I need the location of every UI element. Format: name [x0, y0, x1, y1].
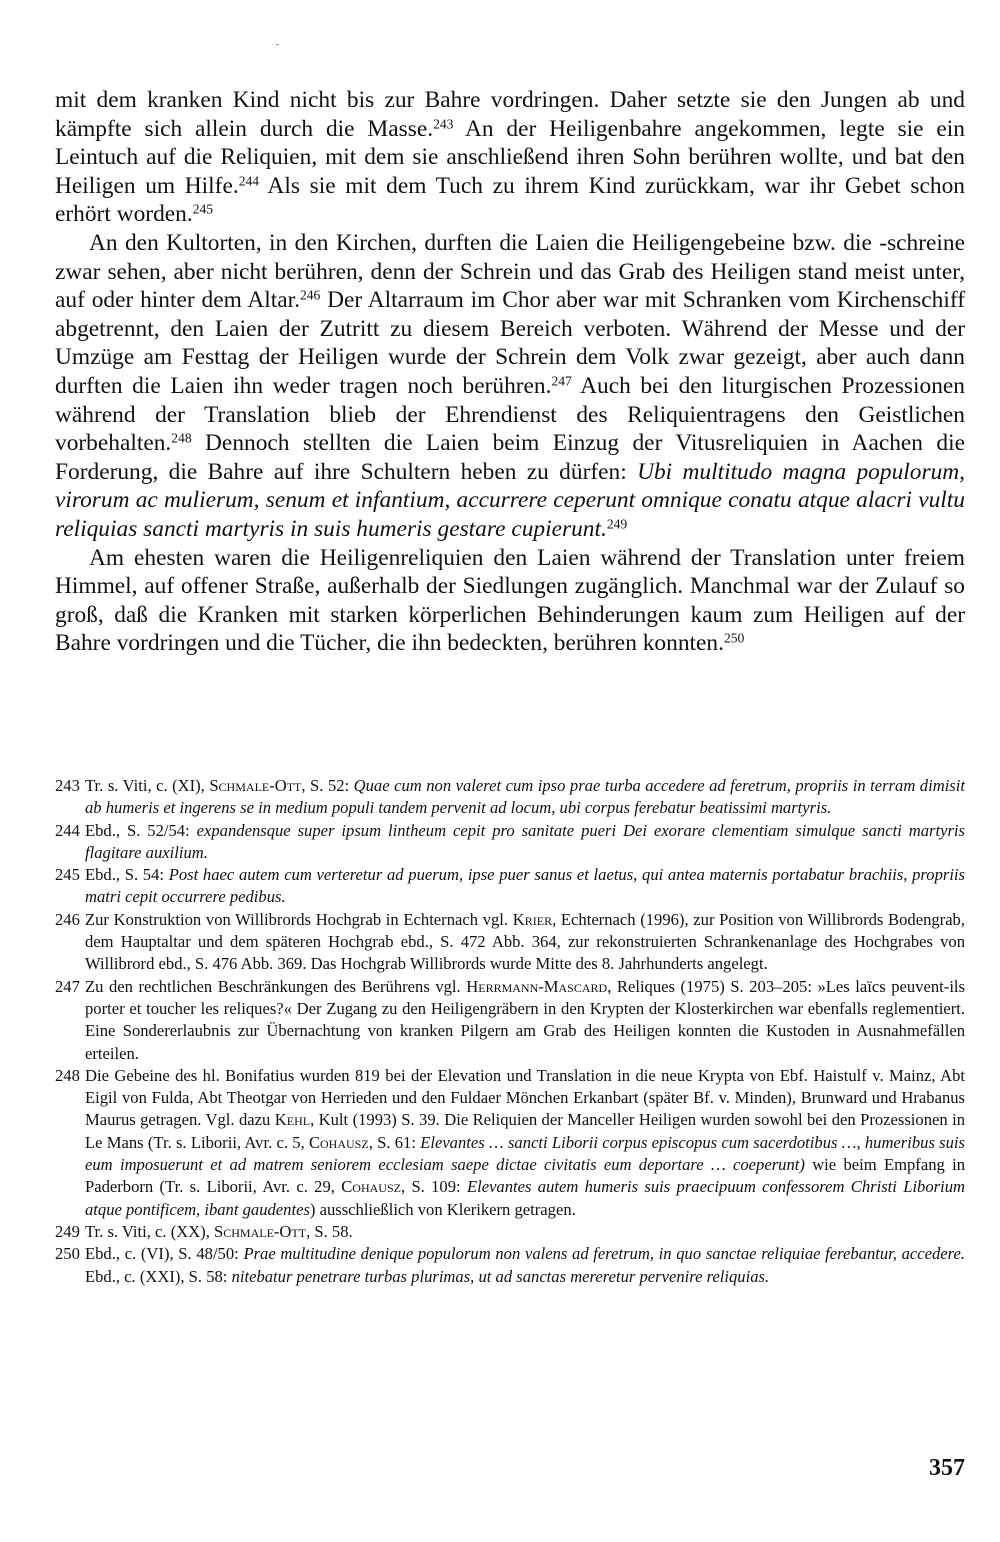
text-run: , Echternach (1996), zur Position von Willibrords Bodengrab, dem Hauptaltar und dem späteren Hochgrab ebd., S. 472 Abb. 364, zur rekonstruierten Schrankenanlage des Hochgrabes von Willibrord ebd., S. 476 Abb. 369. Das Hochgrab Willibrords wurde Mitte des 8. Jahrhunderts angelegt. — [85, 909, 965, 974]
author-name: Kehl — [274, 1110, 311, 1130]
text-run: An den Kultorten, in den Kirchen, durften die Laien die Heiligengebeine bzw. die -schreine zwar sehen, aber nicht berühren, denn der Schrein und das Grab des Heiligen stand meist unter, auf oder hinter dem Altar. — [55, 229, 965, 314]
text-run: , S. 61: — [368, 1132, 421, 1152]
footnote-text — [85, 1221, 965, 1243]
footnote-reference: 244 — [238, 173, 260, 189]
footnote-number: 250 — [55, 1244, 80, 1264]
text-run: Auch bei den liturgischen Prozessionen während der Translation blieb der Ehrendienst des Reliquientragens den Geistlichen vorbehalten. — [55, 372, 965, 457]
author-name: Krier — [512, 909, 553, 929]
footnote — [55, 775, 965, 820]
italic-quote: Quae cum non valeret cum ipso prae turba accedere ad feretrum, propriis in terram dimisit ab humeris et ingerens se in medium populi tandem pervenit ad locum, ubi corpus ferebatur beatissimi martyris. — [85, 776, 965, 818]
italic-quote: Ubi multitudo magna populorum, virorum ac mulierum, senum et infantium, accurrere ceperunt omnique conatu atque alacri vultu reliquias sancti martyris in suis humeris gestare cupierunt. — [55, 458, 965, 542]
italic-quote: Elevantes autem humeris suis praecipuum confessorem Christi Liborium atque pontificem, ibant gaudentes — [85, 1177, 965, 1219]
footnote-reference: 248 — [171, 430, 192, 446]
footnote-number: 247 — [55, 976, 80, 996]
text-run: Tr. s. Viti, c. (XI), — [85, 776, 210, 795]
footnote — [55, 1065, 965, 1221]
footnote — [55, 820, 965, 865]
italic-quote: expandensque super ipsum lintheum cepit pro sanitate pueri Dei exorare clementiam simulque sancti martyris flagitare auxilium. — [85, 820, 965, 862]
text-run: Tr. s. Viti, c. (XX), — [85, 1221, 215, 1241]
text-run: , S. 58. — [306, 1221, 353, 1241]
text-run: ) ausschließlich von Klerikern getragen. — [309, 1199, 576, 1219]
text-run: Als sie mit dem Tuch zu ihrem Kind zurückkam, war ihr Gebet schon erhört worden. — [55, 172, 965, 228]
footnote-text — [85, 1065, 965, 1221]
text-run: mit dem kranken Kind nicht bis zur Bahre vordringen. Daher setzte sie den Jungen ab und kämpfte sich allein durch die Masse. — [55, 87, 965, 142]
text-run: Der Altarraum im Chor aber war mit Schranken vom Kirchenschiff abgetrennt, den Laien der Zutritt zu diesem Bereich verboten. Während der Messe und der Umzüge am Festtag der Heiligen wurde der Schrein dem Volk zwar gezeigt, aber auch dann durften die Laien ihn weder tragen noch berühren. — [55, 287, 965, 399]
italic-quote: nitebatur penetrare turbas plurimas, ut ad sanctas mereretur pervenire reliquias. — [231, 1266, 770, 1286]
footnote-reference: 243 — [433, 116, 454, 132]
text-run: Dennoch stellten die Laien beim Einzug der Vitusreliquien in Aachen die Forderung, die Bahre auf ihre Schultern heben zu dürfen: — [55, 430, 965, 485]
text-run: An der Heiligenbahre angekommen, legte sie ein Leintuch auf die Reliquien, mit dem sie anschließend ihren Sohn berühren wollte, und bat den Heiligen um Hilfe. — [55, 115, 965, 199]
text-run: Ebd., S. 52/54: — [85, 820, 197, 840]
text-run: , S. 109: — [400, 1177, 467, 1197]
footnote — [55, 1221, 965, 1243]
text-run: Am ehesten waren die Heiligenreliquien den Laien während der Translation unter freiem Himmel, auf offener Straße, außerhalb der Siedlungen zugänglich. Manchmal war der Zulauf so groß, daß die Kranken mit starken körperlichen Behinderungen kaum zum Heiligen auf der Bahre vordringen und die Tücher, die ihn bedeckten, berühren konnten. — [55, 544, 965, 657]
footnote-number: 249 — [55, 1221, 80, 1241]
footnote-number: 246 — [55, 909, 80, 929]
footnote-reference: 250 — [723, 630, 745, 646]
footnote — [55, 1243, 965, 1288]
text-run: Die Gebeine des hl. Bonifatius wurden 819 bei der Elevation und Translation in die neue Krypta von Ebf. Haistulf v. Mainz, Abt Eigil von Fulda, Abt Theotgar von Herrieden und den Fuldaer Mönchen Erkanbart (später Bf. v. Minden), Brunward und Hrabanus Maurus getragen. Vgl. dazu — [85, 1065, 965, 1130]
text-run: , Kult (1993) S. 39. Die Reliquien der Manceller Heiligen wurden sowohl bei den Prozessionen in Le Mans (Tr. s. Liborii, Avr. c. 5, — [85, 1110, 965, 1152]
author-name: Herrmann-Mascard — [466, 976, 608, 996]
author-name: Schmale-Ott — [209, 776, 302, 795]
text-run: wie beim Empfang in Paderborn (Tr. s. Liborii, Avr. c. 29, — [85, 1155, 965, 1197]
footnote-reference: 247 — [551, 373, 572, 389]
italic-quote: Elevantes … sancti Liborii corpus episcopus cum sacerdotibus …, humeribus suis eum imposuerunt et ad matrem seniorem ecclesiam saepe dictae civitatis eum deportare … coeperunt) — [85, 1132, 965, 1175]
footnote-reference: 245 — [192, 201, 214, 217]
text-run: Ebd., S. 54: — [85, 865, 169, 885]
footnote-number: 248 — [55, 1065, 80, 1085]
italic-quote: Prae multitudine denique populorum non valens ad feretrum, in quo sanctae reliquiae ferebantur, accedere. — [243, 1244, 966, 1264]
main-text — [55, 86, 965, 658]
footnote-text — [85, 775, 965, 820]
footnote — [55, 909, 965, 976]
paragraph — [55, 86, 965, 229]
page-number: 357 — [929, 1455, 965, 1481]
footnote-text — [85, 976, 965, 1065]
footnote-text — [85, 909, 965, 976]
paragraph — [55, 544, 965, 658]
footnotes-section — [55, 775, 965, 1288]
text-run: Zur Konstruktion von Willibrords Hochgrab in Echternach vgl. — [85, 909, 513, 929]
footnote-number: 243 — [55, 776, 80, 795]
author-name: Schmale-Ott — [214, 1221, 307, 1241]
footnote-number: 244 — [55, 820, 80, 840]
footnote-text — [85, 864, 965, 909]
text-run: Ebd., c. (VI), S. 48/50: — [85, 1244, 244, 1264]
footnote-text — [85, 1243, 965, 1288]
footnote-text — [85, 820, 965, 865]
text-run: Ebd., c. (XXI), S. 58: — [85, 1266, 232, 1286]
footnote — [55, 864, 965, 909]
footnote-reference: 246 — [299, 287, 321, 303]
paragraph — [55, 229, 965, 544]
text-run: , S. 52: — [301, 776, 354, 795]
footnote-reference: 249 — [606, 516, 628, 532]
author-name: Cohausz — [308, 1132, 369, 1152]
italic-quote: Post haec autem cum verteretur ad puerum, ipse puer sanus et laetus, qui antea maternis portabatur brachiis, propriis matri cepit occurrere pedibus. — [85, 865, 966, 907]
footnote — [55, 976, 965, 1065]
scan-speck — [276, 44, 279, 45]
footnote-number: 245 — [55, 865, 80, 885]
text-run: , Reliques (1975) S. 203–205: »Les laïcs peuvent-ils porter et toucher les reliques?« Der Zugang zu den Heiligengräbern in den Krypten der Klosterkirchen war ebenfalls reglementiert. Eine Sondererlaubnis zur Übernachtung von kranken Pilgern am Grab des Heiligen konnten die Kustoden in Ausnahmefällen erteilen. — [85, 976, 965, 1063]
author-name: Cohausz — [341, 1177, 401, 1197]
text-run: Zu den rechtlichen Beschränkungen des Berührens vgl. — [85, 976, 467, 996]
